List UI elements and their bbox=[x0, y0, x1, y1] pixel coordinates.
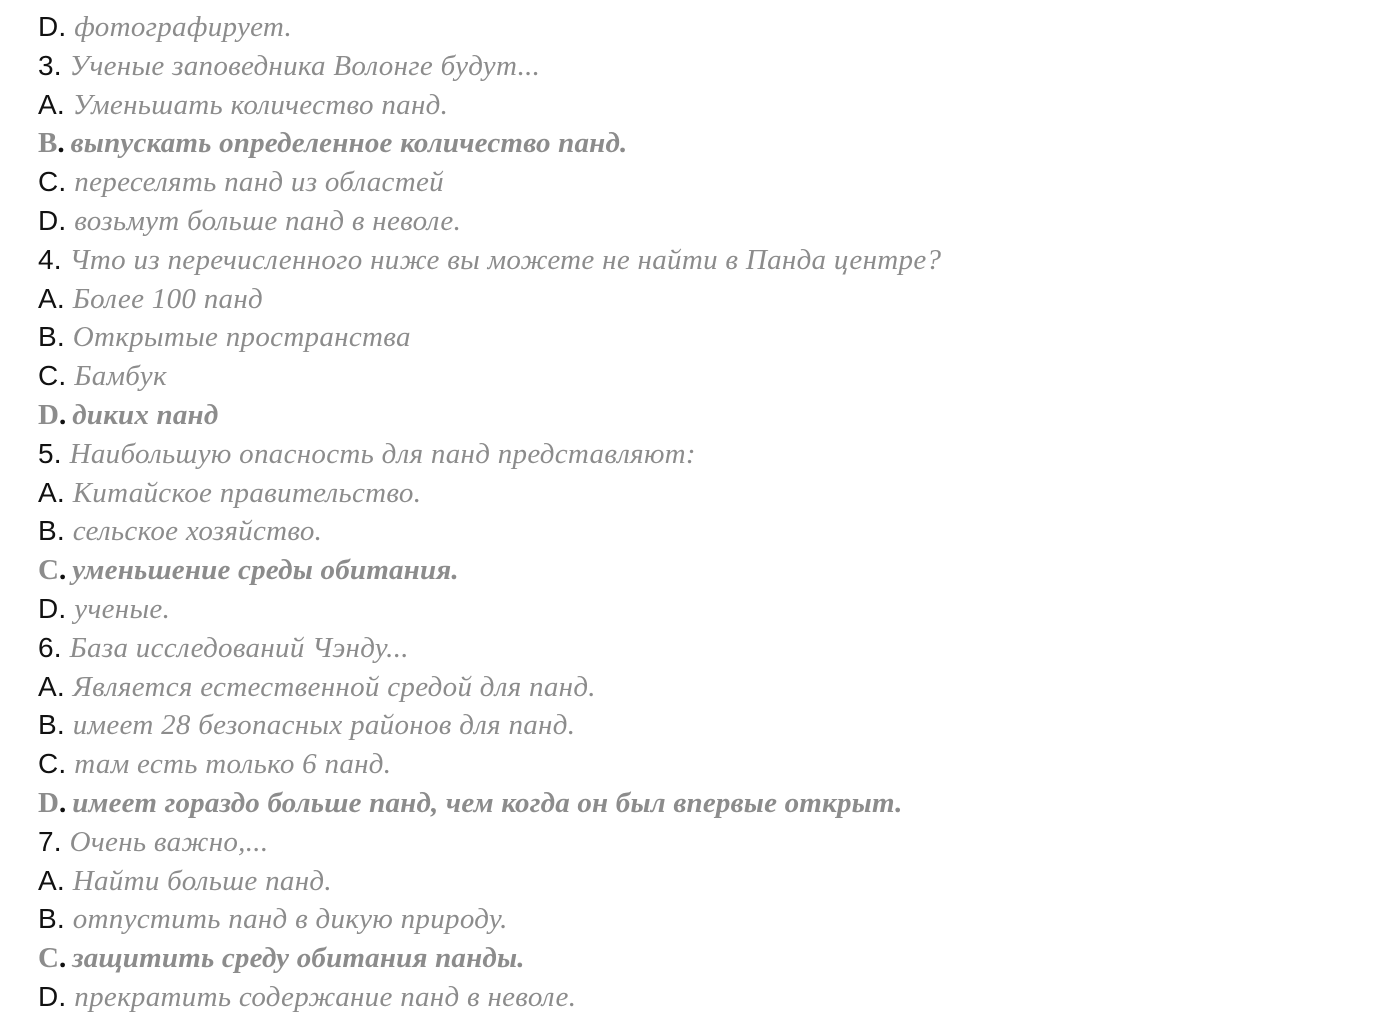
option-text: Найти больше панд. bbox=[72, 864, 332, 897]
option-letter: B bbox=[38, 903, 57, 935]
option-text: Открытые пространства bbox=[72, 321, 411, 354]
option-letter: C bbox=[38, 748, 59, 780]
answer-option bbox=[38, 357, 1378, 396]
marker-dot: . bbox=[56, 321, 65, 354]
option-text: имеет 28 безопасных районов для панд. bbox=[72, 709, 576, 742]
marker-dot: . bbox=[58, 360, 67, 393]
question-number: 4 bbox=[38, 243, 54, 275]
answer-option-correct bbox=[38, 396, 1378, 435]
option-letter: C bbox=[38, 166, 59, 198]
option-text: выпускать определенное количество панд. bbox=[70, 127, 628, 160]
option-letter: A bbox=[38, 88, 57, 120]
answer-option-correct bbox=[38, 784, 1378, 823]
option-text: возьмут больше панд в неволе. bbox=[74, 204, 462, 237]
answer-option bbox=[38, 512, 1378, 551]
marker-dot: . bbox=[56, 903, 65, 936]
question-line bbox=[38, 435, 1378, 474]
marker-dot: . bbox=[56, 476, 65, 509]
answer-option bbox=[38, 745, 1378, 784]
marker-dot: . bbox=[56, 88, 65, 121]
option-text: там есть только 6 панд. bbox=[74, 748, 392, 781]
option-text: прекратить содержание панд в неволе. bbox=[74, 980, 577, 1013]
answer-option bbox=[38, 8, 1378, 47]
option-letter: D bbox=[38, 11, 59, 42]
marker-dot: . bbox=[58, 166, 67, 199]
document-body bbox=[38, 8, 1378, 1017]
option-text: переселять панд из областей bbox=[74, 166, 444, 199]
answer-option bbox=[38, 900, 1378, 939]
option-letter: C bbox=[38, 554, 59, 587]
option-text: уменьшение среды обитания. bbox=[72, 554, 459, 587]
option-letter: A bbox=[38, 864, 57, 896]
answer-option bbox=[38, 862, 1378, 901]
option-letter: D bbox=[38, 592, 59, 624]
option-letter: A bbox=[38, 282, 57, 314]
answer-option bbox=[38, 318, 1378, 357]
option-letter: A bbox=[38, 670, 57, 702]
option-letter: D bbox=[38, 398, 59, 431]
marker-dot: . bbox=[53, 49, 62, 82]
answer-option bbox=[38, 668, 1378, 707]
option-text: фотографирует. bbox=[74, 11, 293, 43]
question-line bbox=[38, 241, 1378, 280]
answer-option bbox=[38, 202, 1378, 241]
marker-dot: . bbox=[56, 670, 65, 703]
marker-dot: . bbox=[56, 282, 65, 315]
option-text: Бамбук bbox=[74, 360, 167, 393]
question-text: База исследований Чэнду... bbox=[69, 631, 409, 664]
marker-dot: . bbox=[53, 243, 62, 276]
question-number: 3 bbox=[38, 49, 54, 81]
marker-dot: . bbox=[58, 942, 67, 975]
marker-dot: . bbox=[58, 398, 67, 431]
answer-option bbox=[38, 978, 1378, 1017]
question-number: 7 bbox=[38, 825, 54, 857]
option-text: ученые. bbox=[74, 592, 171, 625]
answer-option bbox=[38, 86, 1378, 125]
option-letter: D bbox=[38, 980, 59, 1012]
marker-dot: . bbox=[58, 11, 67, 43]
marker-dot: . bbox=[53, 437, 62, 470]
option-text: отпустить панд в дикую природу. bbox=[72, 903, 508, 936]
answer-option-correct bbox=[38, 939, 1378, 978]
marker-dot: . bbox=[58, 554, 67, 587]
answer-option bbox=[38, 474, 1378, 513]
option-letter: B bbox=[38, 515, 57, 547]
marker-dot: . bbox=[58, 748, 67, 781]
option-text: диких панд bbox=[72, 398, 219, 431]
option-text: защитить среду обитания панды. bbox=[72, 942, 525, 975]
option-text: Более 100 панд bbox=[72, 282, 264, 315]
option-text: имеет гораздо больше панд, чем когда он был впервые открыт. bbox=[72, 786, 903, 819]
option-text: сельское хозяйство. bbox=[72, 515, 323, 548]
marker-dot: . bbox=[58, 786, 67, 819]
answer-option bbox=[38, 706, 1378, 745]
option-letter: D bbox=[38, 786, 59, 819]
option-text: Китайское правительство. bbox=[72, 476, 422, 509]
answer-option bbox=[38, 590, 1378, 629]
marker-dot: . bbox=[57, 127, 65, 160]
option-letter: C bbox=[38, 360, 59, 392]
answer-option-correct bbox=[38, 124, 1378, 163]
question-text: Что из перечисленного ниже вы можете не найти в Панда центре? bbox=[69, 243, 942, 276]
question-text: Ученые заповедника Волонге будут... bbox=[69, 49, 541, 82]
marker-dot: . bbox=[58, 980, 67, 1013]
question-number: 6 bbox=[38, 631, 54, 663]
question-line bbox=[38, 823, 1378, 862]
option-letter: A bbox=[38, 476, 57, 508]
question-line bbox=[38, 47, 1378, 86]
marker-dot: . bbox=[56, 515, 65, 548]
option-letter: C bbox=[38, 942, 59, 975]
answer-option bbox=[38, 280, 1378, 319]
option-letter: B bbox=[38, 127, 58, 160]
answer-option bbox=[38, 163, 1378, 202]
marker-dot: . bbox=[58, 204, 67, 237]
marker-dot: . bbox=[58, 592, 67, 625]
option-letter: D bbox=[38, 204, 59, 236]
marker-dot: . bbox=[56, 864, 65, 897]
option-text: Уменьшать количество панд. bbox=[72, 88, 449, 121]
marker-dot: . bbox=[53, 825, 62, 858]
question-text: Наибольшую опасность для панд представляют: bbox=[69, 437, 696, 470]
question-text: Очень важно,... bbox=[69, 825, 269, 858]
question-number: 5 bbox=[38, 437, 54, 469]
option-letter: B bbox=[38, 709, 57, 741]
option-text: Является естественной средой для панд. bbox=[72, 670, 596, 703]
marker-dot: . bbox=[53, 631, 62, 664]
question-line bbox=[38, 629, 1378, 668]
option-letter: B bbox=[38, 321, 57, 353]
answer-option-correct bbox=[38, 551, 1378, 590]
marker-dot: . bbox=[56, 709, 65, 742]
